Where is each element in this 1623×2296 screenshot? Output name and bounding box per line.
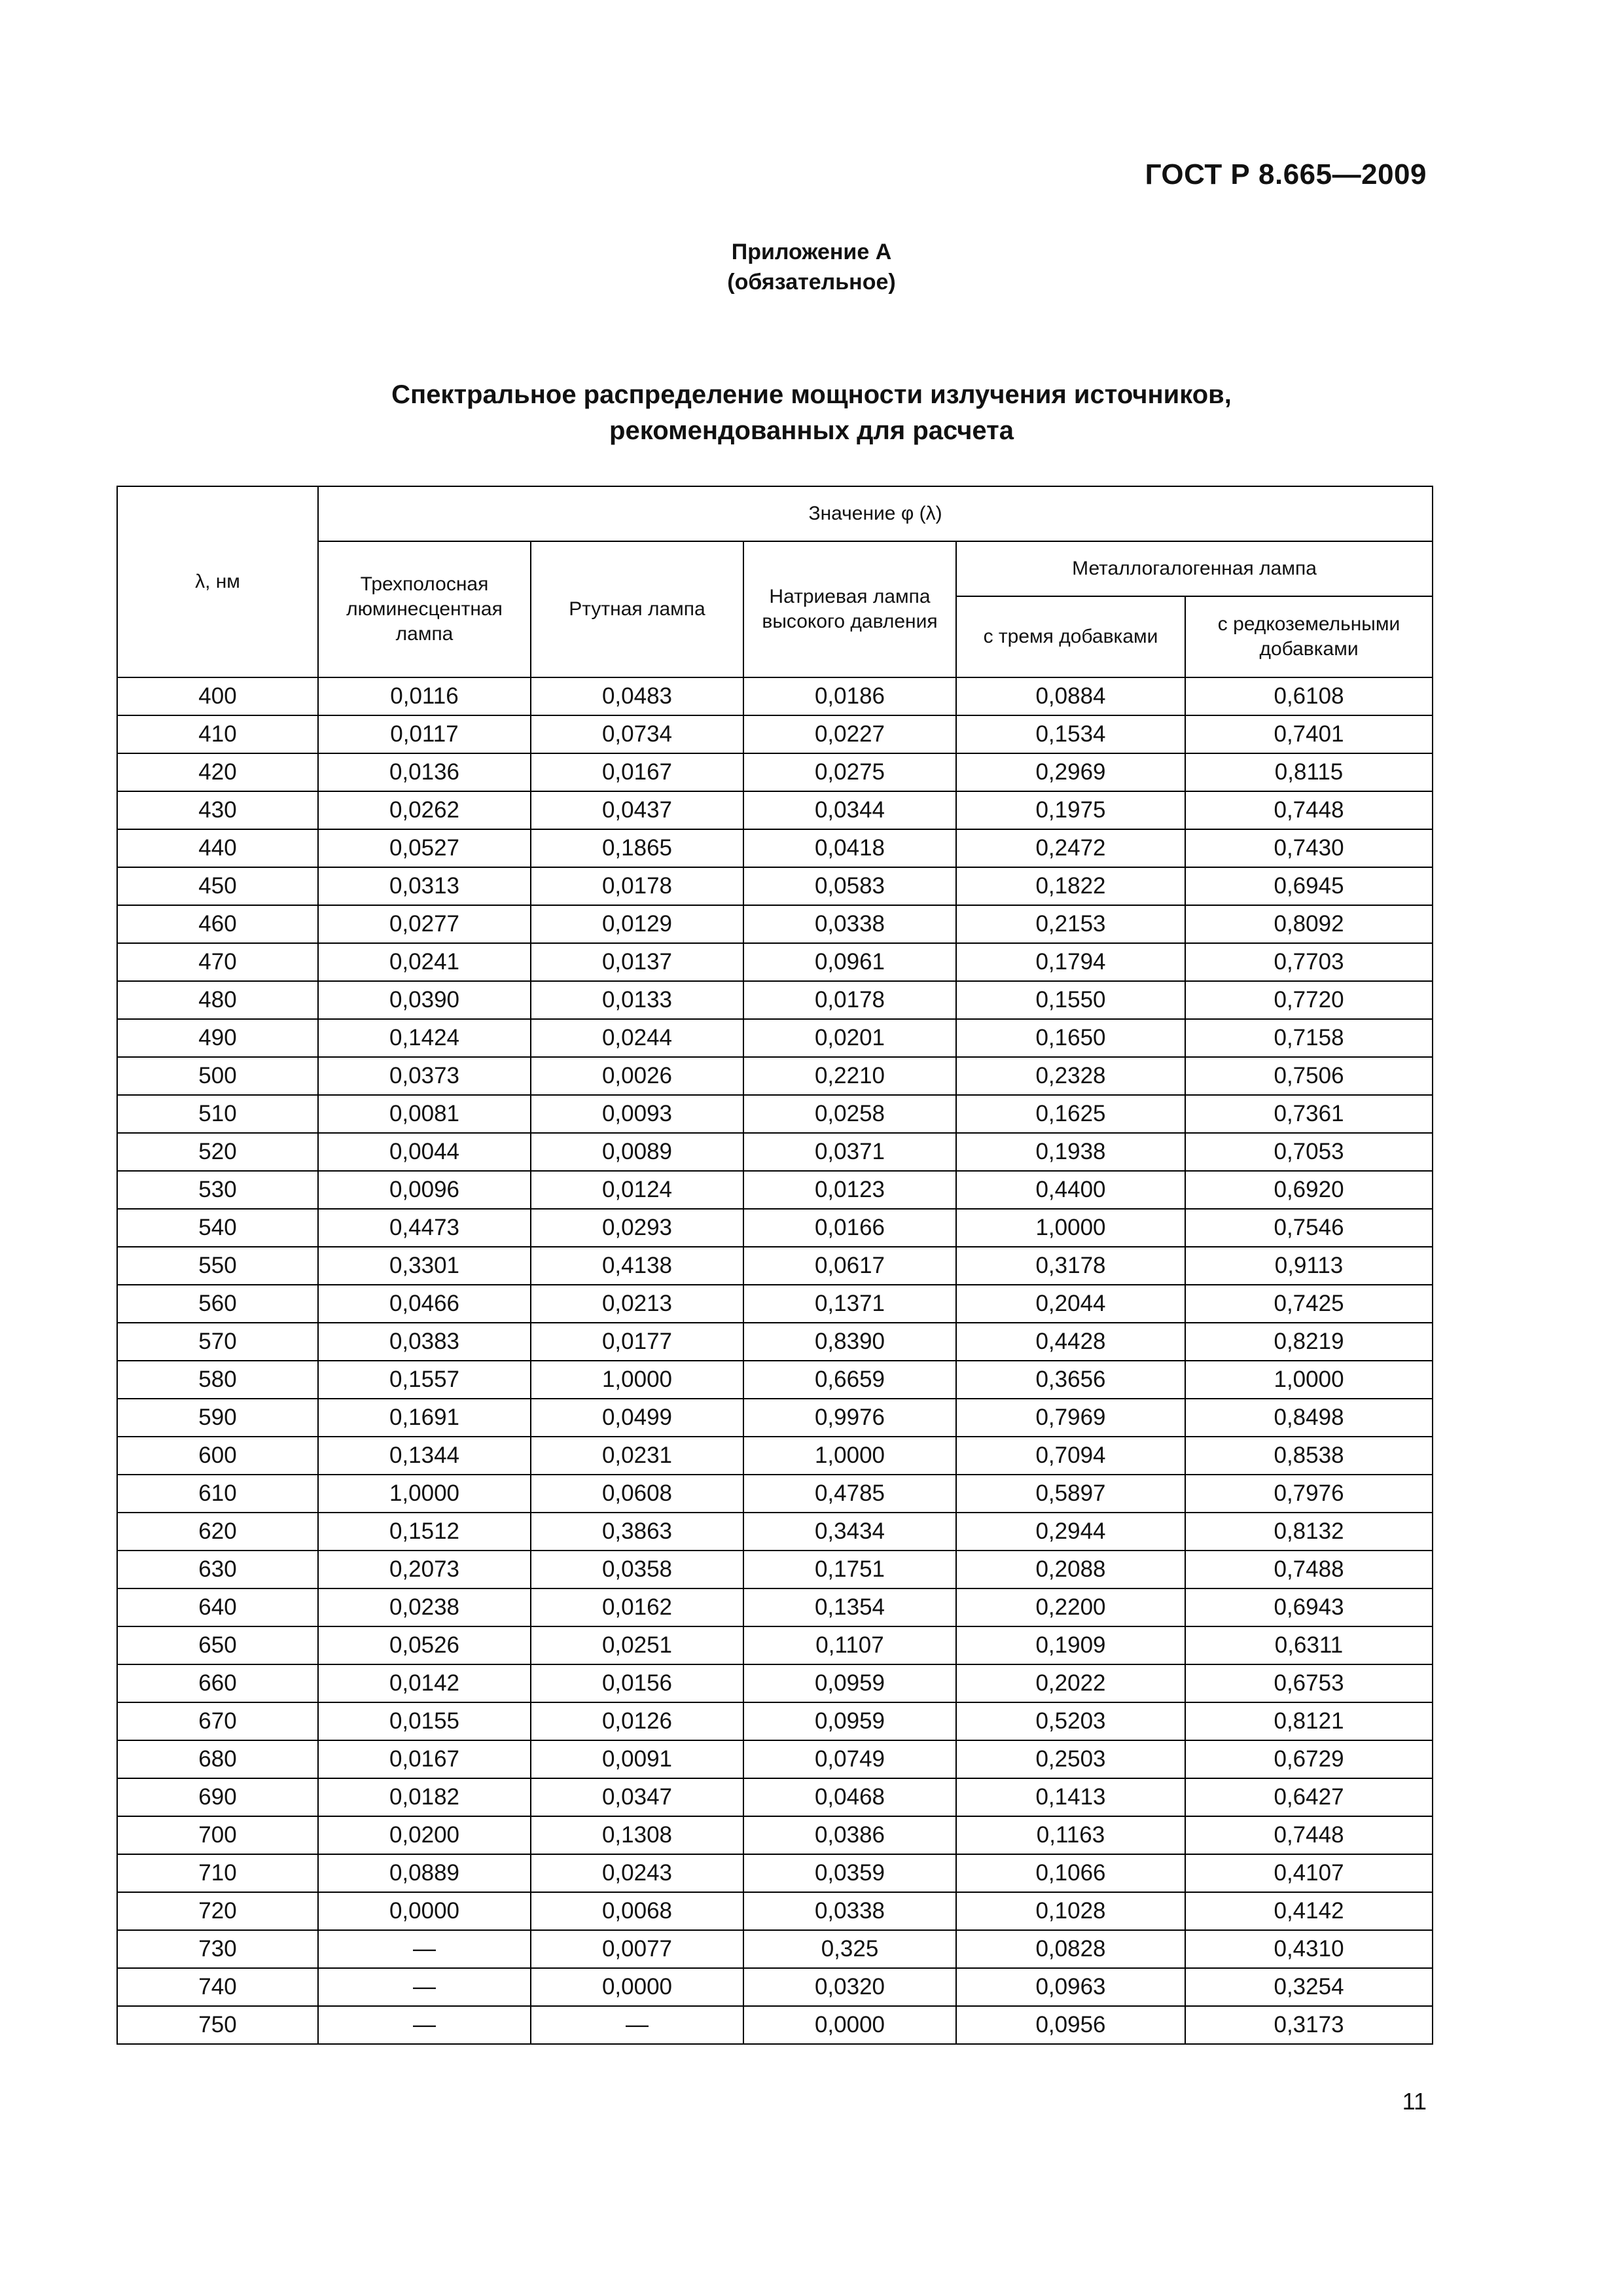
cell-wavelength: 540	[117, 1209, 318, 1247]
cell-rare-earth: 0,8115	[1185, 753, 1433, 791]
cell-wavelength: 430	[117, 791, 318, 829]
cell-rare-earth: 0,3254	[1185, 1968, 1433, 2006]
table-row	[117, 1247, 1433, 1285]
cell-three-additives: 0,3656	[956, 1361, 1185, 1399]
cell-sodium: 0,4785	[743, 1475, 956, 1513]
cell-three-additives: 0,1909	[956, 1626, 1185, 1664]
cell-tri-band: —	[318, 1968, 531, 2006]
cell-three-additives: 0,1650	[956, 1019, 1185, 1057]
cell-tri-band: —	[318, 1930, 531, 1968]
table-row	[117, 1702, 1433, 1740]
cell-wavelength: 400	[117, 677, 318, 715]
cell-sodium: 0,1371	[743, 1285, 956, 1323]
cell-wavelength: 720	[117, 1892, 318, 1930]
cell-rare-earth: 0,4107	[1185, 1854, 1433, 1892]
cell-rare-earth: 1,0000	[1185, 1361, 1433, 1399]
cell-mercury: 0,0608	[531, 1475, 743, 1513]
table-row	[117, 1892, 1433, 1930]
cell-three-additives: 0,5897	[956, 1475, 1185, 1513]
cell-rare-earth: 0,7976	[1185, 1475, 1433, 1513]
cell-tri-band: 0,1512	[318, 1513, 531, 1551]
cell-three-additives: 0,0963	[956, 1968, 1185, 2006]
cell-wavelength: 620	[117, 1513, 318, 1551]
cell-tri-band: 0,0383	[318, 1323, 531, 1361]
cell-sodium: 0,0617	[743, 1247, 956, 1285]
cell-rare-earth: 0,6920	[1185, 1171, 1433, 1209]
cell-sodium: 0,0418	[743, 829, 956, 867]
cell-mercury: 0,4138	[531, 1247, 743, 1285]
standard-code: ГОСТ Р 8.665—2009	[1145, 158, 1427, 190]
cell-sodium: 0,3434	[743, 1513, 956, 1551]
cell-rare-earth: 0,7720	[1185, 981, 1433, 1019]
cell-three-additives: 0,7969	[956, 1399, 1185, 1437]
cell-rare-earth: 0,6753	[1185, 1664, 1433, 1702]
cell-three-additives: 0,1625	[956, 1095, 1185, 1133]
cell-wavelength: 450	[117, 867, 318, 905]
cell-mercury: 0,0137	[531, 943, 743, 981]
cell-three-additives: 0,4428	[956, 1323, 1185, 1361]
table-row	[117, 1551, 1433, 1588]
cell-rare-earth: 0,4310	[1185, 1930, 1433, 1968]
cell-three-additives: 0,3178	[956, 1247, 1185, 1285]
table-row	[117, 1475, 1433, 1513]
cell-wavelength: 630	[117, 1551, 318, 1588]
cell-wavelength: 750	[117, 2006, 318, 2044]
cell-rare-earth: 0,7546	[1185, 1209, 1433, 1247]
cell-rare-earth: 0,7448	[1185, 791, 1433, 829]
table-header	[117, 486, 1433, 677]
cell-mercury: 0,0734	[531, 715, 743, 753]
cell-wavelength: 550	[117, 1247, 318, 1285]
cell-rare-earth: 0,8498	[1185, 1399, 1433, 1437]
cell-sodium: 0,1751	[743, 1551, 956, 1588]
cell-mercury: 0,0126	[531, 1702, 743, 1740]
cell-sodium: 0,0275	[743, 753, 956, 791]
table-row	[117, 1209, 1433, 1247]
cell-wavelength: 520	[117, 1133, 318, 1171]
cell-sodium: 0,0338	[743, 1892, 956, 1930]
cell-mercury: 0,0000	[531, 1968, 743, 2006]
cell-sodium: 0,0583	[743, 867, 956, 905]
cell-tri-band: 0,0117	[318, 715, 531, 753]
cell-rare-earth: 0,8121	[1185, 1702, 1433, 1740]
cell-three-additives: 0,1413	[956, 1778, 1185, 1816]
cell-sodium: 0,0338	[743, 905, 956, 943]
cell-rare-earth: 0,8219	[1185, 1323, 1433, 1361]
header-value-group: Значение φ (λ)	[318, 486, 1433, 541]
cell-mercury: —	[531, 2006, 743, 2044]
cell-mercury: 0,0347	[531, 1778, 743, 1816]
header-metal-halide-lamp: Металлогалогенная лампа	[956, 541, 1433, 596]
cell-rare-earth: 0,7430	[1185, 829, 1433, 867]
cell-mercury: 0,0091	[531, 1740, 743, 1778]
cell-rare-earth: 0,8538	[1185, 1437, 1433, 1475]
table-row	[117, 1437, 1433, 1475]
cell-three-additives: 0,2044	[956, 1285, 1185, 1323]
table-row	[117, 1930, 1433, 1968]
cell-wavelength: 650	[117, 1626, 318, 1664]
cell-tri-band: 0,0081	[318, 1095, 531, 1133]
cell-mercury: 0,0243	[531, 1854, 743, 1892]
table-row	[117, 1968, 1433, 2006]
cell-wavelength: 640	[117, 1588, 318, 1626]
cell-wavelength: 700	[117, 1816, 318, 1854]
cell-rare-earth: 0,8092	[1185, 905, 1433, 943]
cell-wavelength: 530	[117, 1171, 318, 1209]
cell-sodium: 0,0359	[743, 1854, 956, 1892]
cell-three-additives: 0,5203	[956, 1702, 1185, 1740]
table-row	[117, 1133, 1433, 1171]
cell-three-additives: 0,2503	[956, 1740, 1185, 1778]
cell-tri-band: —	[318, 2006, 531, 2044]
cell-mercury: 0,3863	[531, 1513, 743, 1551]
cell-rare-earth: 0,7506	[1185, 1057, 1433, 1095]
cell-three-additives: 0,1794	[956, 943, 1185, 981]
table-row	[117, 1816, 1433, 1854]
cell-three-additives: 0,2022	[956, 1664, 1185, 1702]
cell-wavelength: 680	[117, 1740, 318, 1778]
table-row	[117, 1626, 1433, 1664]
cell-three-additives: 0,1975	[956, 791, 1185, 829]
cell-sodium: 0,0961	[743, 943, 956, 981]
cell-wavelength: 740	[117, 1968, 318, 2006]
cell-tri-band: 0,0466	[318, 1285, 531, 1323]
cell-three-additives: 0,2328	[956, 1057, 1185, 1095]
cell-sodium: 0,325	[743, 1930, 956, 1968]
appendix-label: Приложение А	[731, 240, 892, 264]
cell-mercury: 0,0293	[531, 1209, 743, 1247]
cell-mercury: 0,0177	[531, 1323, 743, 1361]
table-row	[117, 753, 1433, 791]
cell-mercury: 0,0156	[531, 1664, 743, 1702]
cell-wavelength: 730	[117, 1930, 318, 1968]
header-rare-earth-additives: с редкоземельными добавками	[1185, 596, 1433, 677]
cell-sodium: 0,0166	[743, 1209, 956, 1247]
cell-wavelength: 510	[117, 1095, 318, 1133]
cell-rare-earth: 0,3173	[1185, 2006, 1433, 2044]
cell-wavelength: 610	[117, 1475, 318, 1513]
cell-rare-earth: 0,6311	[1185, 1626, 1433, 1664]
table-row	[117, 715, 1433, 753]
table-row	[117, 2006, 1433, 2044]
cell-tri-band: 1,0000	[318, 1475, 531, 1513]
spectral-distribution-table	[116, 486, 1433, 2045]
cell-sodium: 0,0371	[743, 1133, 956, 1171]
table-row	[117, 1171, 1433, 1209]
table-title-line-1: Спектральное распределение мощности излучения источников,	[391, 380, 1232, 409]
cell-three-additives: 0,1066	[956, 1854, 1185, 1892]
table-row	[117, 1323, 1433, 1361]
table-row	[117, 943, 1433, 981]
cell-rare-earth: 0,7425	[1185, 1285, 1433, 1323]
cell-wavelength: 480	[117, 981, 318, 1019]
cell-tri-band: 0,0044	[318, 1133, 531, 1171]
cell-mercury: 1,0000	[531, 1361, 743, 1399]
cell-tri-band: 0,0182	[318, 1778, 531, 1816]
table-row	[117, 1740, 1433, 1778]
cell-sodium: 0,0468	[743, 1778, 956, 1816]
cell-rare-earth: 0,7401	[1185, 715, 1433, 753]
cell-mercury: 0,0178	[531, 867, 743, 905]
cell-rare-earth: 0,7703	[1185, 943, 1433, 981]
cell-rare-earth: 0,8132	[1185, 1513, 1433, 1551]
cell-three-additives: 0,0884	[956, 677, 1185, 715]
cell-mercury: 0,0093	[531, 1095, 743, 1133]
cell-tri-band: 0,0390	[318, 981, 531, 1019]
cell-three-additives: 0,1028	[956, 1892, 1185, 1930]
cell-wavelength: 600	[117, 1437, 318, 1475]
cell-sodium: 0,0201	[743, 1019, 956, 1057]
cell-tri-band: 0,0889	[318, 1854, 531, 1892]
cell-sodium: 0,1107	[743, 1626, 956, 1664]
cell-tri-band: 0,0096	[318, 1171, 531, 1209]
cell-wavelength: 410	[117, 715, 318, 753]
table-row	[117, 867, 1433, 905]
cell-wavelength: 470	[117, 943, 318, 981]
table-row	[117, 1778, 1433, 1816]
cell-tri-band: 0,2073	[318, 1551, 531, 1588]
cell-rare-earth: 0,9113	[1185, 1247, 1433, 1285]
cell-wavelength: 580	[117, 1361, 318, 1399]
appendix-status: (обязательное)	[727, 270, 896, 295]
cell-mercury: 0,0167	[531, 753, 743, 791]
cell-rare-earth: 0,6943	[1185, 1588, 1433, 1626]
cell-sodium: 0,0749	[743, 1740, 956, 1778]
cell-sodium: 0,0000	[743, 2006, 956, 2044]
cell-three-additives: 0,0956	[956, 2006, 1185, 2044]
cell-three-additives: 0,1938	[956, 1133, 1185, 1171]
cell-mercury: 0,1865	[531, 829, 743, 867]
cell-tri-band: 0,0200	[318, 1816, 531, 1854]
cell-three-additives: 0,1822	[956, 867, 1185, 905]
cell-three-additives: 0,2153	[956, 905, 1185, 943]
header-tri-band-lamp: Трехполосная люминесцентная лампа	[318, 541, 531, 677]
table-row	[117, 677, 1433, 715]
table-row	[117, 1285, 1433, 1323]
cell-three-additives: 0,4400	[956, 1171, 1185, 1209]
cell-tri-band: 0,0000	[318, 1892, 531, 1930]
table-row	[117, 905, 1433, 943]
cell-tri-band: 0,0116	[318, 677, 531, 715]
cell-mercury: 0,0231	[531, 1437, 743, 1475]
cell-sodium: 0,8390	[743, 1323, 956, 1361]
cell-sodium: 0,0178	[743, 981, 956, 1019]
table-body	[117, 677, 1433, 2044]
cell-wavelength: 440	[117, 829, 318, 867]
cell-rare-earth: 0,7488	[1185, 1551, 1433, 1588]
cell-sodium: 0,0123	[743, 1171, 956, 1209]
table-title	[0, 377, 1623, 449]
cell-wavelength: 570	[117, 1323, 318, 1361]
cell-three-additives: 1,0000	[956, 1209, 1185, 1247]
header-three-additives: с тремя добавками	[956, 596, 1185, 677]
table-title-line-2: рекомендованных для расчета	[609, 416, 1014, 445]
cell-sodium: 0,6659	[743, 1361, 956, 1399]
cell-tri-band: 0,0238	[318, 1588, 531, 1626]
cell-mercury: 0,0251	[531, 1626, 743, 1664]
cell-three-additives: 0,1534	[956, 715, 1185, 753]
table-row	[117, 791, 1433, 829]
table-row	[117, 1588, 1433, 1626]
cell-wavelength: 590	[117, 1399, 318, 1437]
cell-tri-band: 0,1344	[318, 1437, 531, 1475]
cell-tri-band: 0,1557	[318, 1361, 531, 1399]
cell-mercury: 0,0133	[531, 981, 743, 1019]
cell-mercury: 0,0077	[531, 1930, 743, 1968]
cell-wavelength: 420	[117, 753, 318, 791]
cell-three-additives: 0,2088	[956, 1551, 1185, 1588]
cell-mercury: 0,0437	[531, 791, 743, 829]
cell-three-additives: 0,1550	[956, 981, 1185, 1019]
cell-tri-band: 0,1691	[318, 1399, 531, 1437]
cell-sodium: 0,0344	[743, 791, 956, 829]
cell-tri-band: 0,0136	[318, 753, 531, 791]
cell-rare-earth: 0,7158	[1185, 1019, 1433, 1057]
cell-sodium: 0,0959	[743, 1664, 956, 1702]
cell-tri-band: 0,1424	[318, 1019, 531, 1057]
cell-wavelength: 660	[117, 1664, 318, 1702]
cell-tri-band: 0,0527	[318, 829, 531, 867]
cell-wavelength: 560	[117, 1285, 318, 1323]
cell-rare-earth: 0,7448	[1185, 1816, 1433, 1854]
cell-sodium: 0,0320	[743, 1968, 956, 2006]
cell-tri-band: 0,4473	[318, 1209, 531, 1247]
cell-three-additives: 0,2969	[956, 753, 1185, 791]
cell-three-additives: 0,0828	[956, 1930, 1185, 1968]
table-row	[117, 1854, 1433, 1892]
cell-three-additives: 0,7094	[956, 1437, 1185, 1475]
table-row	[117, 1399, 1433, 1437]
table-row	[117, 1095, 1433, 1133]
cell-tri-band: 0,0155	[318, 1702, 531, 1740]
cell-mercury: 0,0129	[531, 905, 743, 943]
cell-mercury: 0,0213	[531, 1285, 743, 1323]
cell-sodium: 1,0000	[743, 1437, 956, 1475]
cell-sodium: 0,9976	[743, 1399, 956, 1437]
cell-sodium: 0,0258	[743, 1095, 956, 1133]
cell-three-additives: 0,2944	[956, 1513, 1185, 1551]
cell-mercury: 0,0068	[531, 1892, 743, 1930]
cell-wavelength: 690	[117, 1778, 318, 1816]
cell-three-additives: 0,1163	[956, 1816, 1185, 1854]
header-sodium-lamp: Натриевая лампа высокого давления	[743, 541, 956, 677]
cell-tri-band: 0,0373	[318, 1057, 531, 1095]
cell-mercury: 0,0162	[531, 1588, 743, 1626]
table-row	[117, 1361, 1433, 1399]
cell-tri-band: 0,0167	[318, 1740, 531, 1778]
table-row	[117, 1664, 1433, 1702]
cell-sodium: 0,0386	[743, 1816, 956, 1854]
table-row	[117, 1513, 1433, 1551]
cell-rare-earth: 0,6427	[1185, 1778, 1433, 1816]
table-row	[117, 1057, 1433, 1095]
cell-wavelength: 710	[117, 1854, 318, 1892]
cell-rare-earth: 0,7361	[1185, 1095, 1433, 1133]
cell-tri-band: 0,0313	[318, 867, 531, 905]
cell-wavelength: 670	[117, 1702, 318, 1740]
cell-mercury: 0,0499	[531, 1399, 743, 1437]
cell-tri-band: 0,0277	[318, 905, 531, 943]
cell-tri-band: 0,0142	[318, 1664, 531, 1702]
table-row	[117, 829, 1433, 867]
cell-rare-earth: 0,6108	[1185, 677, 1433, 715]
cell-wavelength: 500	[117, 1057, 318, 1095]
cell-mercury: 0,0026	[531, 1057, 743, 1095]
cell-mercury: 0,0358	[531, 1551, 743, 1588]
cell-rare-earth: 0,6945	[1185, 867, 1433, 905]
page-number: 11	[1402, 2088, 1427, 2115]
cell-sodium: 0,0186	[743, 677, 956, 715]
cell-mercury: 0,1308	[531, 1816, 743, 1854]
cell-tri-band: 0,3301	[318, 1247, 531, 1285]
cell-sodium: 0,1354	[743, 1588, 956, 1626]
table-row	[117, 981, 1433, 1019]
cell-mercury: 0,0244	[531, 1019, 743, 1057]
cell-tri-band: 0,0526	[318, 1626, 531, 1664]
cell-rare-earth: 0,7053	[1185, 1133, 1433, 1171]
cell-tri-band: 0,0262	[318, 791, 531, 829]
cell-rare-earth: 0,6729	[1185, 1740, 1433, 1778]
cell-rare-earth: 0,4142	[1185, 1892, 1433, 1930]
cell-three-additives: 0,2472	[956, 829, 1185, 867]
cell-mercury: 0,0483	[531, 677, 743, 715]
cell-tri-band: 0,0241	[318, 943, 531, 981]
cell-three-additives: 0,2200	[956, 1588, 1185, 1626]
cell-wavelength: 490	[117, 1019, 318, 1057]
cell-sodium: 0,2210	[743, 1057, 956, 1095]
cell-mercury: 0,0089	[531, 1133, 743, 1171]
header-mercury-lamp: Ртутная лампа	[531, 541, 743, 677]
cell-wavelength: 460	[117, 905, 318, 943]
header-wavelength: λ, нм	[117, 486, 318, 677]
appendix-heading	[0, 237, 1623, 297]
cell-sodium: 0,0959	[743, 1702, 956, 1740]
table-row	[117, 1019, 1433, 1057]
cell-mercury: 0,0124	[531, 1171, 743, 1209]
cell-sodium: 0,0227	[743, 715, 956, 753]
